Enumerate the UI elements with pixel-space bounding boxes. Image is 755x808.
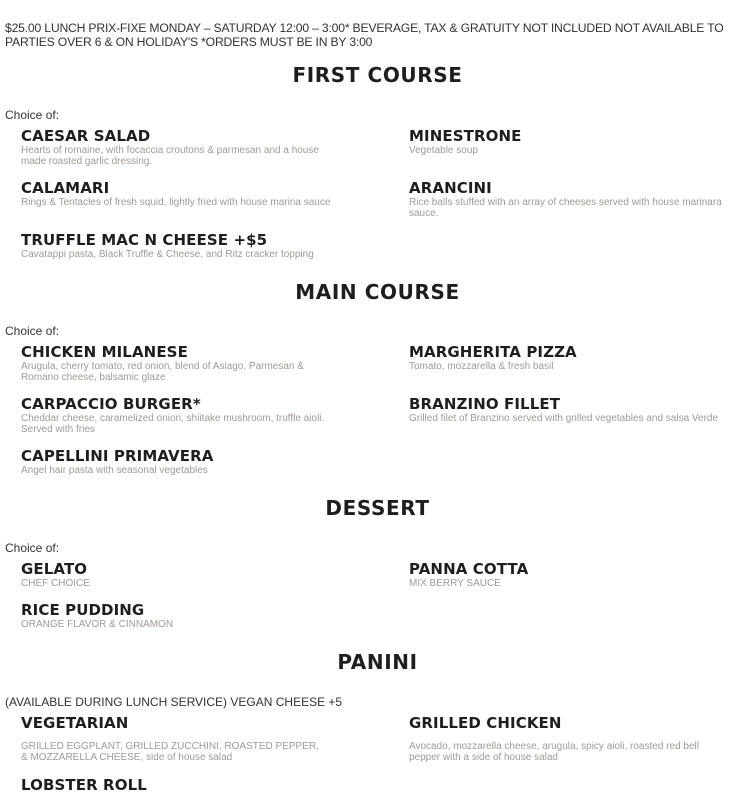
section-title-panini: PANINI	[337, 650, 418, 674]
choice-label: Choice of:	[5, 324, 60, 338]
item-name: VEGETARIAN	[21, 714, 129, 732]
menu-item-margherita-pizza	[409, 343, 739, 372]
item-name: TRUFFLE MAC N CHEESE +$5	[21, 231, 268, 249]
item-description: Arugula, cherry tomato, red onion, blend of Asiago, Parmesan & Romano cheese, balsamic glaze	[21, 361, 304, 383]
menu-item-lobster-roll	[21, 776, 341, 794]
item-description: MIX BERRY SAUCE	[409, 578, 501, 589]
item-description: Avocado, mozzarella cheese, arugula, spicy aioli, roasted red bell pepper with a side of house salad	[409, 741, 699, 763]
menu-item-branzino-fillet	[409, 395, 739, 424]
item-name: CALAMARI	[21, 179, 110, 197]
item-name: GELATO	[21, 560, 88, 578]
menu-item-minestrone	[409, 127, 739, 156]
item-name: ARANCINI	[409, 179, 492, 197]
item-description: GRILLED EGGPLANT, GRILLED ZUCCHINI, ROASTED PEPPER, & MOZZARELLA CHEESE, side of house salad	[21, 741, 319, 763]
item-name: BRANZINO FILLET	[409, 395, 561, 413]
item-description: CHEF CHOICE	[21, 578, 90, 589]
item-name: RICE PUDDING	[21, 601, 145, 619]
section-title-first-course: FIRST COURSE	[292, 63, 463, 87]
item-name: MINESTRONE	[409, 127, 522, 145]
menu-item-gelato	[21, 560, 341, 589]
cut-off-heading	[310, 0, 470, 4]
menu-item-calamari	[21, 179, 341, 208]
menu-item-vegetarian	[21, 714, 341, 763]
item-description: Tomato, mozzarella & fresh basil	[409, 361, 554, 372]
choice-label: Choice of:	[5, 541, 60, 555]
menu-item-caesar-salad	[21, 127, 341, 167]
menu-item-truffle-mac-n-cheese	[21, 231, 381, 260]
item-name: PANNA COTTA	[409, 560, 529, 578]
item-description: Grilled filet of Branzino served with grilled vegetables and salsa Verde	[409, 413, 719, 424]
menu-item-grilled-chicken	[409, 714, 739, 763]
item-name: CHICKEN MILANESE	[21, 343, 188, 361]
section-title-main-course: MAIN COURSE	[295, 280, 460, 304]
item-name: MARGHERITA PIZZA	[409, 343, 577, 361]
item-description: Cavatappi pasta, Black Truffle & Cheese, and Ritz cracker topping	[21, 249, 314, 260]
item-description: ORANGE FLAVOR & CINNAMON	[21, 619, 174, 630]
item-name: CARPACCIO BURGER*	[21, 395, 201, 413]
choice-label: Choice of:	[5, 108, 60, 122]
item-description: Rings & Tentacles of fresh squid, lightly fried with house marina sauce	[21, 197, 331, 208]
panini-note: (AVAILABLE DURING LUNCH SERVICE) VEGAN CHEESE +5	[5, 695, 343, 709]
item-description: Angel hair pasta with seasonal vegetables	[21, 465, 208, 476]
item-name: CAPELLINI PRIMAVERA	[21, 447, 214, 465]
item-name: GRILLED CHICKEN	[409, 714, 562, 732]
item-description: Hearts of romaine, with focaccia croutons & parmesan and a house made roasted garlic dressing.	[21, 145, 319, 167]
item-description: Rice balls stuffed with an array of cheeses served with house marinara sauce.	[409, 197, 722, 219]
item-description: Cheddar cheese, caramelized onion, shiitake mushroom, truffle aioli. Served with fries	[21, 413, 325, 435]
menu-item-chicken-milanese	[21, 343, 341, 383]
item-name: CAESAR SALAD	[21, 127, 151, 145]
prix-fixe-intro: $25.00 LUNCH PRIX-FIXE MONDAY – SATURDAY 12:00 – 3:00* BEVERAGE, TAX & GRATUITY NOT INCLUDED NOT AVAILABLE TO PARTIES OVER 6 & ON HOLIDAY'S *ORDERS MUST BE IN BY 3:00	[5, 21, 724, 49]
item-description: Vegetable soup	[409, 145, 478, 156]
section-title-dessert: DESSERT	[325, 496, 430, 520]
menu-item-arancini	[409, 179, 739, 219]
menu-item-panna-cotta	[409, 560, 739, 589]
menu-item-capellini-primavera	[21, 447, 341, 476]
item-name: LOBSTER ROLL	[21, 776, 147, 794]
menu-item-carpaccio-burger	[21, 395, 341, 435]
menu-item-rice-pudding	[21, 601, 341, 630]
